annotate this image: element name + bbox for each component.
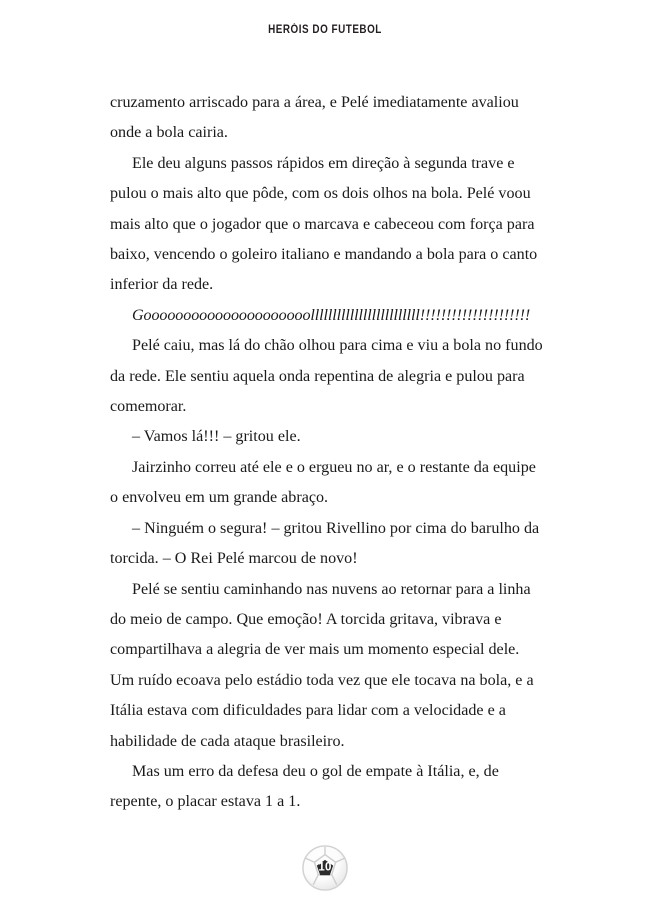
paragraph: Jairzinho correu até ele e o ergueu no ar, e o restante da equipe o envolveu em um grande abraço. xyxy=(110,458,536,507)
page-footer xyxy=(0,838,650,898)
paragraph: Pelé caiu, mas lá do chão olhou para cima e viu a bola no fundo da rede. Ele sentiu aquela onda repentina de alegria e pulou para comemorar. xyxy=(110,337,543,416)
paragraph: Ele deu alguns passos rápidos em direção à segunda trave e pulou o mais alto que pôde, com os dois olhos na bola. Pelé voou mais alto que o jogador que o marcava e cabeceou com força para baixo, vencendo o goleiro italiano e mandando a bola para o canto inferior da rede. xyxy=(110,154,538,294)
goal-shout-paragraph: Gooooooooooooooooooooolllllllllllllllllllllllll!!!!!!!!!!!!!!!!!!!!! xyxy=(132,306,531,324)
running-header-title: HERÓIS DO FUTEBOL xyxy=(268,24,382,36)
paragraph: cruzamento arriscado para a área, e Pelé imediatamente avaliou onde a bola cairia. xyxy=(110,94,519,142)
page-number: 10 xyxy=(318,861,332,874)
dialogue-paragraph: – Ninguém o segura! – gritou Rivellino por cima do barulho da torcida. – O Rei Pelé marcou de novo! xyxy=(110,519,540,568)
soccer-ball-icon xyxy=(301,844,349,892)
paragraph: Mas um erro da defesa deu o gol de empate à Itália, e, de repente, o placar estava 1 a 1. xyxy=(110,762,499,811)
body-text-block xyxy=(110,88,546,818)
paragraph: Pelé se sentiu caminhando nas nuvens ao retornar para a linha do meio de campo. Que emoção! A torcida gritava, vibrava e compartilhava a alegria de ver mais um momento especial dele. Um ruído ecoava pelo estádio toda vez que ele tocava na bola, e a Itália estava com dificuldades para lidar com a velocidade e a habilidade de cada ataque brasileiro. xyxy=(110,580,534,750)
dialogue-paragraph: – Vamos lá!!! – gritou ele. xyxy=(132,428,301,446)
